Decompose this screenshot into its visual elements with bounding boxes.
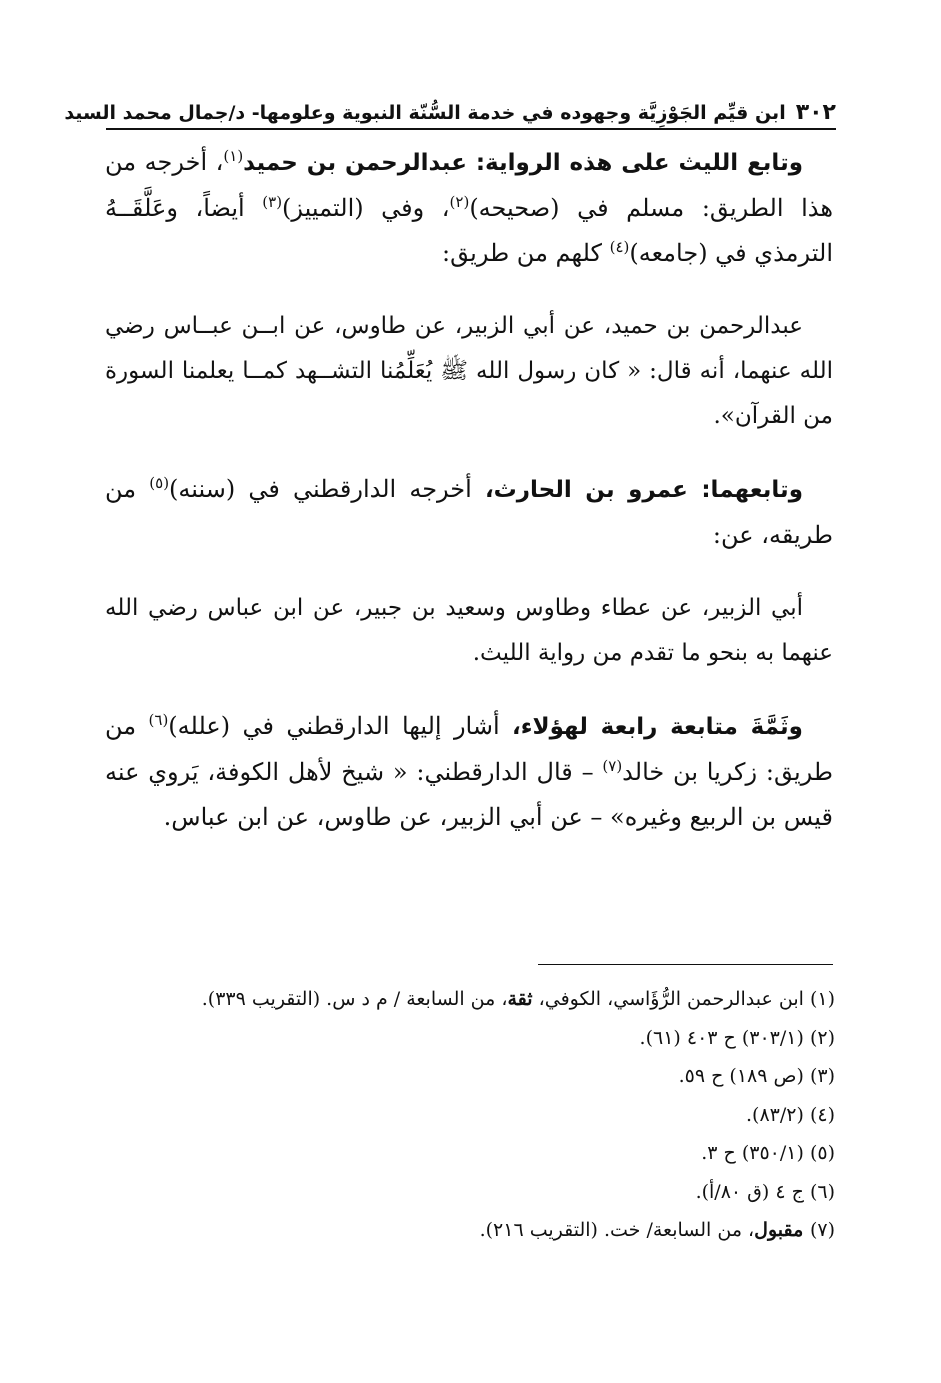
main-text: [105, 140, 833, 868]
footnote-divider: [538, 964, 833, 965]
footnote-ref-6: (٦): [148, 711, 169, 729]
footnote-ref-7: (٧): [602, 757, 623, 775]
paragraph-3-text-a: أخرجه الدارقطني في (سننه): [169, 475, 485, 503]
paragraph-1-lead: وتابع الليث على هذه الرواية: عبدالرحمن بن حميد: [243, 150, 803, 176]
footnote-1-text-a: ابن عبدالرحمن الرُّؤَاسي، الكوفي،: [532, 988, 810, 1010]
paragraph-1-text-b: ، وفي (التمييز): [282, 194, 450, 222]
footnote-6-text: ج ٤ (ق ٨٠/أ).: [695, 1180, 810, 1203]
paragraph-3: [105, 467, 833, 558]
footnote-ref-2: (٢): [449, 193, 470, 211]
footnote-5-text: (٣٥٠/١) ح ٣.: [701, 1142, 810, 1164]
footnote-7: [105, 1211, 835, 1250]
footnote-ref-3: (٣): [262, 193, 283, 211]
paragraph-5-text-b: من طريق: زكريا بن خالد: [105, 712, 833, 786]
footnote-5-number: (٥): [809, 1142, 835, 1164]
running-header: [64, 88, 836, 130]
paragraph-1-text-a: ، أخرجه من هذا الطريق: مسلم في (صحيحه): [105, 148, 834, 222]
footnote-5: [105, 1134, 835, 1173]
footnote-ref-5: (٥): [149, 474, 170, 492]
footnotes-list: [105, 980, 835, 1250]
footnote-7-text: ، من السابعة/ خت. (التقريب ٢١٦).: [479, 1219, 755, 1241]
footnote-ref-4: (٤): [609, 238, 630, 256]
footnote-6-number: (٦): [809, 1180, 835, 1203]
footnote-1-grade: ثقة: [507, 988, 533, 1010]
paragraph-5-text-c: – قال الدارقطني: « شيخ لأهل الكوفة، يَروي عنه قيس بن الربيع وغيره» – عن أبي الزبير، عن طاوس، عن ابن عباس.: [105, 758, 833, 831]
paragraph-3-text-b: من طريقه، عن:: [105, 475, 833, 549]
paragraph-1: [105, 140, 833, 276]
footnote-3-text: (ص ١٨٩) ح ٥٩.: [678, 1065, 810, 1087]
footnote-3-number: (٣): [809, 1065, 835, 1087]
footnote-ref-1: (١): [223, 147, 244, 165]
footnote-4-number: (٤): [809, 1103, 835, 1126]
footnote-1-text-b: ، من السابعة / م د س. (التقريب ٣٣٩).: [201, 988, 508, 1010]
footnote-4: [105, 1096, 835, 1135]
footnote-6: [105, 1173, 835, 1212]
paragraph-1-text-c: أيضاً، وعَلَّقَــهُ الترمذي في (جامعه): [105, 194, 833, 267]
footnote-7-number: (٧): [809, 1219, 835, 1241]
footnote-2-number: (٢): [809, 1026, 835, 1049]
footnote-4-text: (٨٣/٢).: [746, 1103, 810, 1126]
paragraph-4-isnad: أبي الزبير، عن عطاء وطاوس وسعيد بن جبير، عن ابن عباس رضي الله عنهما به بنحو ما تقدم من رواية الليث.: [105, 595, 833, 666]
page-number: ٣٠٢: [795, 100, 836, 125]
paragraph-3-lead: وتابعهما: عمرو بن الحارث،: [484, 477, 803, 503]
footnote-3: [105, 1057, 835, 1096]
paragraph-5-lead: وثَمَّةَ متابعة رابعة لهؤلاء،: [512, 714, 803, 740]
footnote-7-grade: مقبول: [754, 1219, 810, 1241]
footnote-2: [105, 1019, 835, 1058]
paragraph-1-text-d: كلهم من طريق:: [442, 239, 610, 267]
footnote-2-text: (٣٠٣/١) ح ٤٠٣ (٦١).: [639, 1026, 810, 1049]
running-title: ابن قيِّم الجَوْزِيَّة وجهوده في خدمة السُّنّة النبوية وعلومها- د/جمال محمد السيد: [64, 102, 786, 124]
paragraph-5-text-a: أشار إليها الدارقطني في (علله): [168, 712, 513, 740]
paragraph-5: [105, 704, 833, 840]
footnote-1: [105, 980, 835, 1019]
footnote-1-number: (١): [809, 988, 835, 1010]
paragraph-2-isnad: عبدالرحمن بن حميد، عن أبي الزبير، عن طاوس، عن ابــن عبــاس رضي الله عنهما، أنه قال: « كان رسول الله ﷺ يُعَلِّمُنا التشــهد كمــا يعلمنا السورة من القرآن».: [105, 313, 833, 429]
